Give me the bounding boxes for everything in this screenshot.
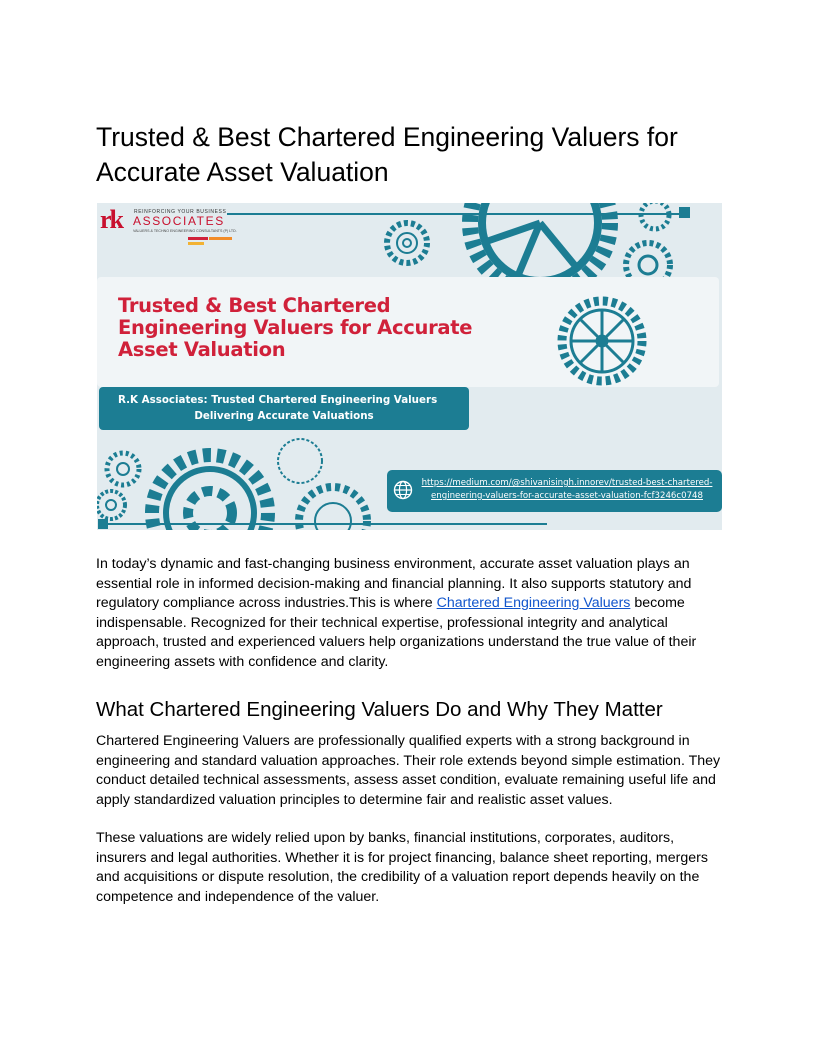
banner-image: [97, 203, 722, 530]
gear-top-right: [626, 203, 670, 287]
document-title: Trusted & Best Chartered Engineering Valuers for Accurate Asset Valuation: [96, 122, 678, 187]
headline-line: Trusted & Best Chartered: [118, 294, 391, 317]
logo-badges: [188, 237, 232, 247]
logo-tagline: REINFORCING YOUR BUSINESS: [134, 209, 227, 215]
gear-top-small-left: [387, 223, 427, 263]
gear-bottom-mid: [278, 439, 367, 530]
banner-headline: [118, 295, 538, 361]
banner-subheading: [99, 387, 469, 430]
globe-icon: [393, 480, 413, 500]
logo-subtitle: VALUERS & TECHNO ENGINEERING CONSULTANTS (P) LTD.: [133, 229, 237, 233]
headline-line: Asset Valuation: [118, 338, 286, 361]
headline-line: Engineering Valuers for Accurate: [118, 316, 473, 339]
intro-text-before-link: In today’s dynamic and fast-changing business environment, accurate asset valuation plays an essential role in informed decision-making and financial planning. It also supports statutory and regulatory compliance across industries.This is where: [96, 556, 692, 611]
body-paragraph: Chartered Engineering Valuers are professionally qualified experts with a strong background in engineering and standard valuation approaches. Their role extends beyond simple estimation. They conduct detailed technical assessments, assess asset condition, evaluate remaining useful life and apply standardized valuation principles to determine fair and realistic asset values.: [96, 733, 721, 808]
intro-text-after-link: become indispensable. Recognized for their technical expertise, professional integrity and analytical approach, trusted and experienced valuers help organizations understand the true value of their engineering assets with confidence and clarity.: [96, 595, 697, 670]
intro-paragraph: [96, 555, 726, 672]
body-paragraph: These valuations are widely relied upon by banks, financial institutions, corporates, auditors, insurers and legal authorities. Whether it is for project financing, balance sheet reporting, mergers and acquisitions or dispute resolution, the credibility of a valuation report depends heavily on the competence and independence of the valuer.: [96, 830, 708, 905]
gear-right-wheel: [562, 301, 642, 381]
subheading-line-2: Delivering Accurate Valuations: [194, 410, 374, 422]
url-line-2: engineering-valuers-for-accurate-asset-valuation-fcf3246c0748: [431, 491, 703, 501]
gear-bottom-left-large: [152, 455, 268, 530]
chartered-engineering-valuers-link[interactable]: Chartered Engineering Valuers: [436, 595, 631, 611]
section-heading: What Chartered Engineering Valuers Do and Why They Matter: [96, 698, 663, 721]
gear-bottom-left-small: [97, 453, 139, 519]
logo-mark: rk: [100, 205, 122, 234]
url-line-1: https://medium.com/@shivanisingh.innorev/trusted-best-chartered-: [421, 478, 713, 488]
banner-url: [417, 477, 717, 503]
subheading-line-1: R.K Associates: Trusted Chartered Engineering Valuers: [118, 394, 438, 406]
banner-url-box: [387, 470, 722, 512]
company-logo: [100, 207, 240, 251]
logo-name: ASSOCIATES: [133, 214, 225, 228]
